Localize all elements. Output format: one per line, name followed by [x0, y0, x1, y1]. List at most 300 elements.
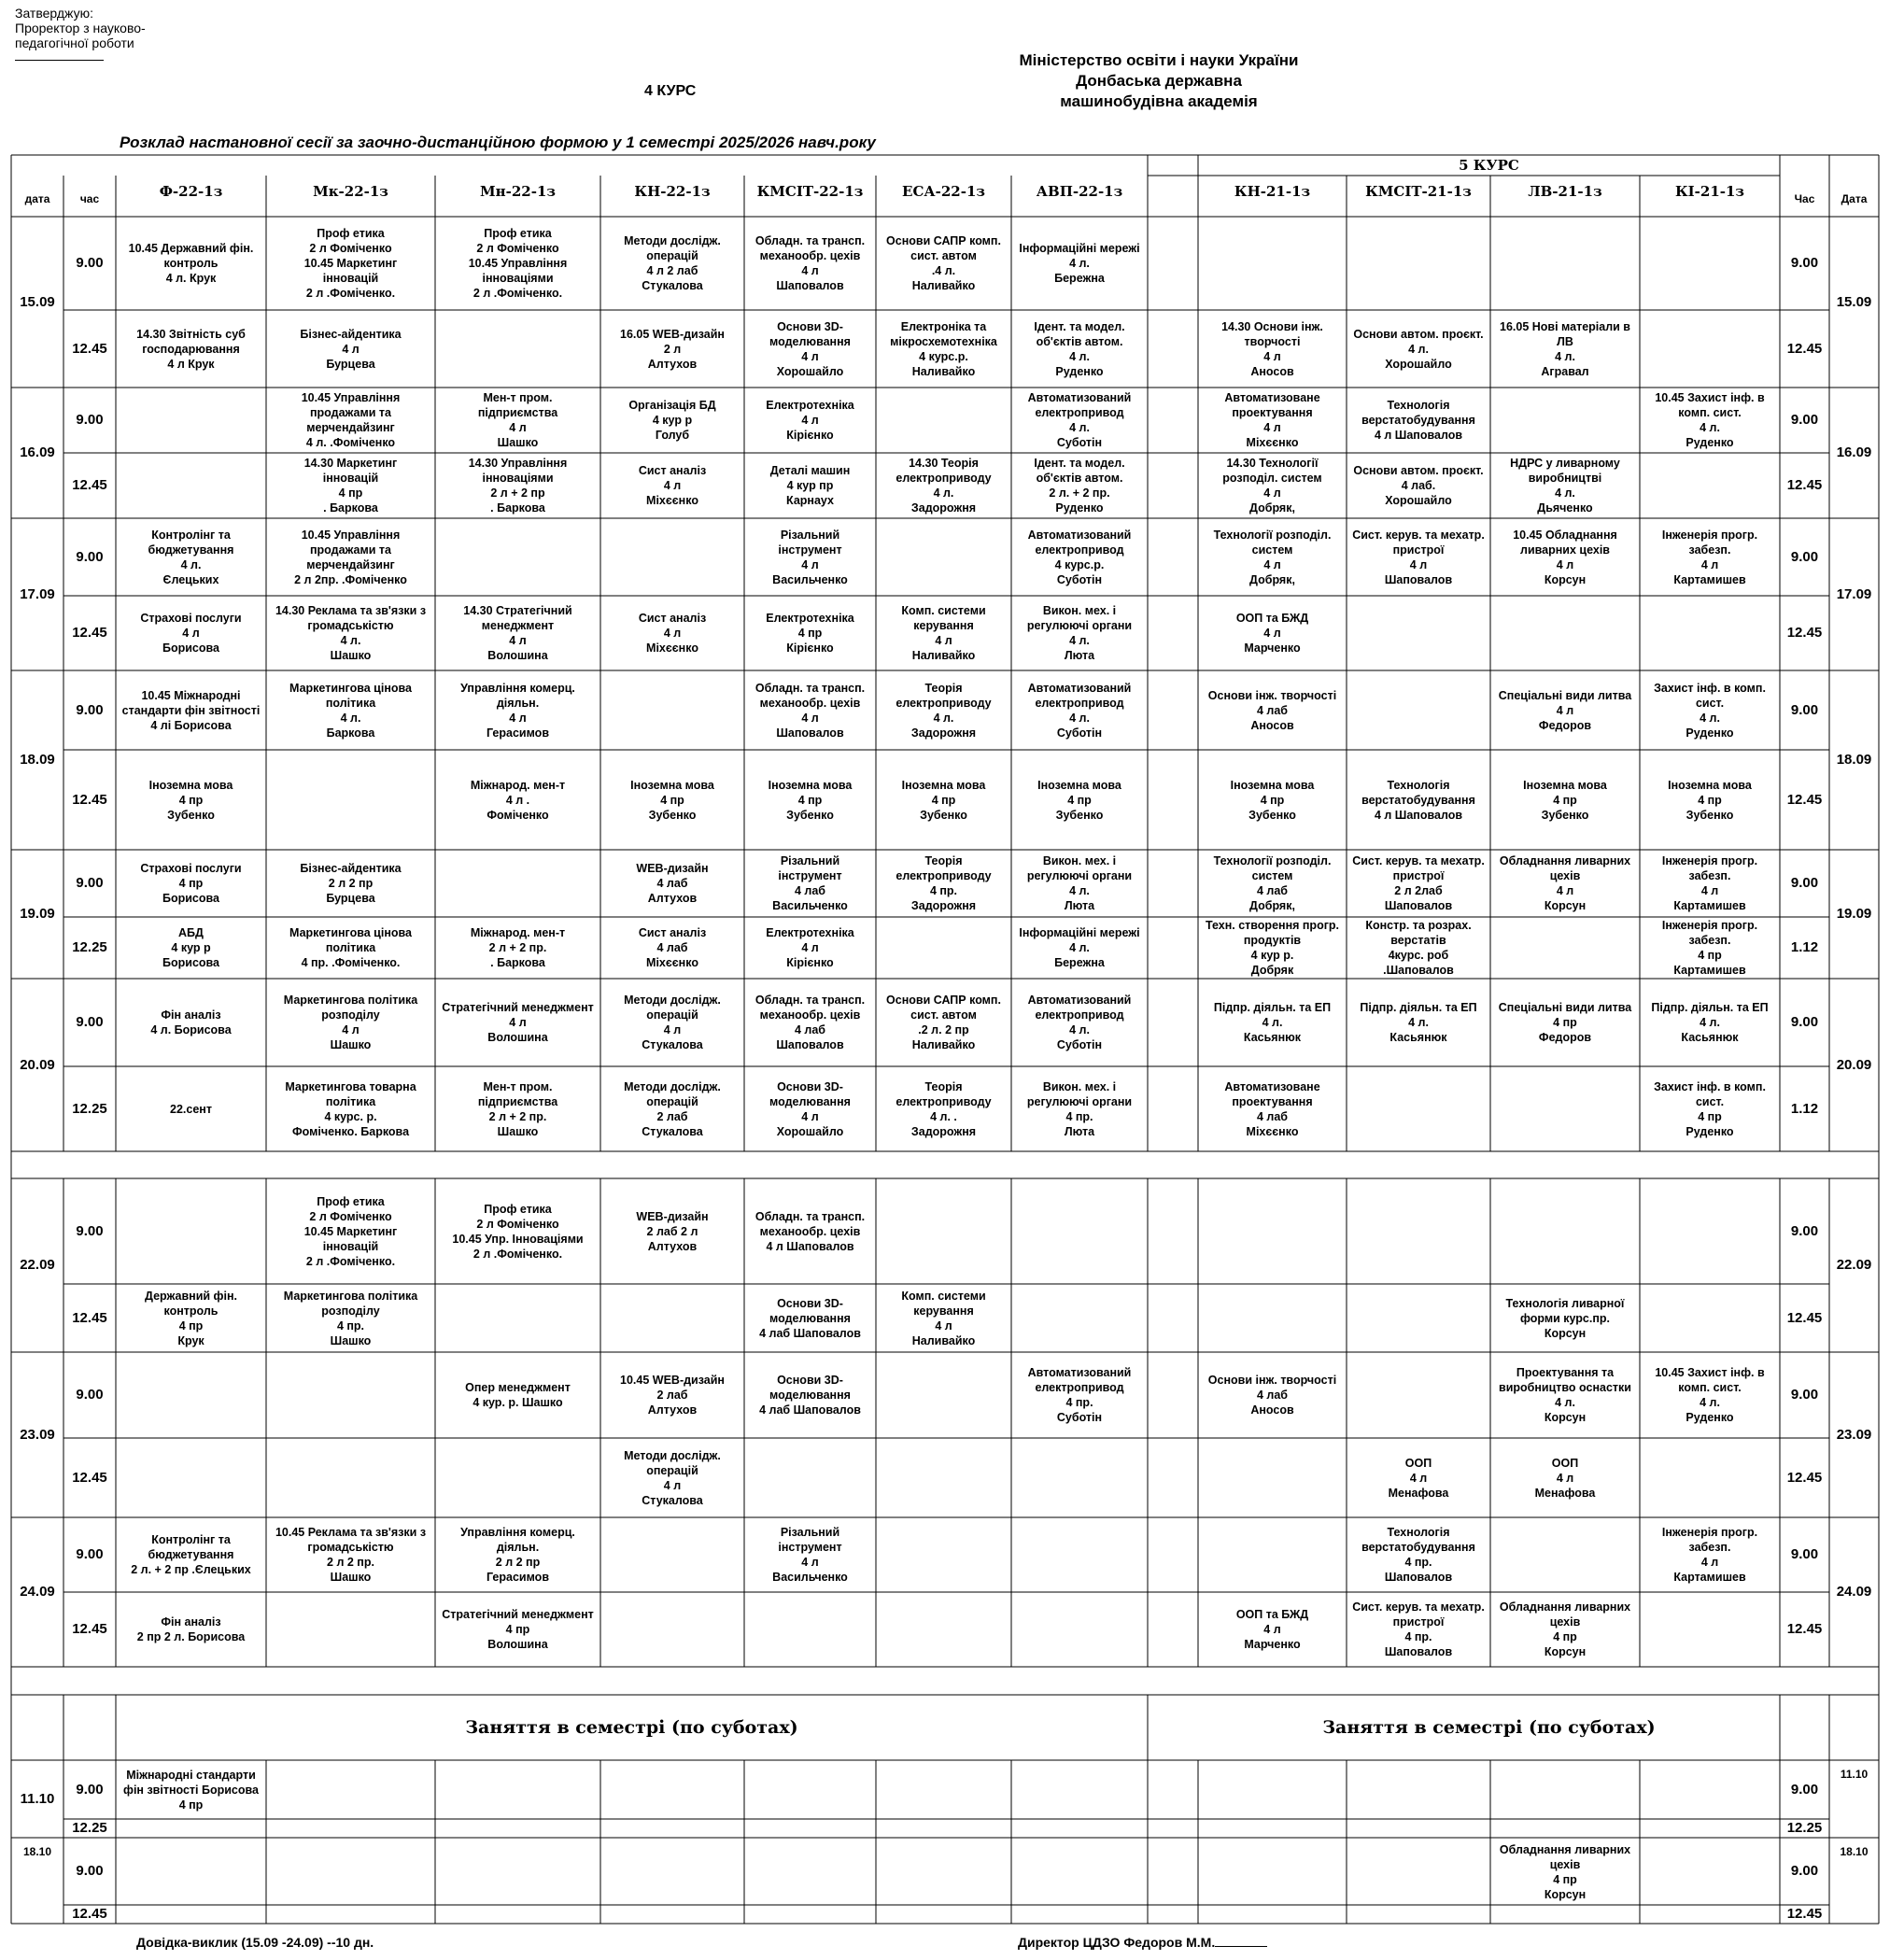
- lesson-cell: [602, 852, 742, 915]
- lesson-cell: [118, 1594, 264, 1665]
- lesson-cell-text: Міжнарод. мен-т 2 л + 2 пр. . Баркова: [470, 926, 566, 969]
- lesson-cell: [878, 672, 1009, 748]
- lesson-cell: [746, 1440, 874, 1516]
- lesson-cell: [268, 389, 433, 451]
- lesson-cell: [1200, 752, 1345, 848]
- lesson-cell: [268, 219, 433, 308]
- lesson-cell: [118, 389, 264, 451]
- lesson-cell: [437, 1180, 599, 1282]
- lesson-cell-text: Методи дослідж. операцій 4 л 2 лаб Стукалова: [624, 234, 721, 292]
- lesson-cell: [746, 919, 874, 977]
- lesson-cell-text: Основи 3D- моделювання 4 лаб Шаповалов: [759, 1296, 861, 1340]
- lesson-cell: [746, 980, 874, 1065]
- time-cell: [63, 1352, 116, 1438]
- lesson-cell-text: Теорія електроприводу 4 пр. Задорожня: [896, 854, 992, 912]
- schedule-subtitle: Розклад настановної сесії за заочно-дистанційною формою у 1 семестрі 2025/2026 навч.року: [120, 134, 876, 151]
- lesson-cell: [268, 455, 433, 516]
- lesson-cell: [1642, 312, 1778, 386]
- time-cell-right-text: 9.00: [1790, 412, 1819, 428]
- header-group: [435, 176, 600, 207]
- lesson-cell-text: Ідент. та модел. об'єктів автом. 2 л. + 2 пр. Руденко: [1034, 457, 1125, 515]
- date-cell-text: 16.09: [20, 444, 55, 460]
- date-cell-right-text: 17.09: [1836, 585, 1872, 602]
- course-5-label-text: 5 КУРС: [1459, 157, 1519, 174]
- lesson-cell: [1200, 455, 1345, 516]
- lesson-cell: [437, 1354, 599, 1436]
- time-cell-right-text: 12.45: [1786, 1309, 1823, 1326]
- lesson-cell-text: Захист інф. в комп. сист. 4 л. Руденко: [1654, 681, 1766, 740]
- lesson-cell: [1348, 598, 1488, 669]
- lesson-cell-text: Іноземна мова 4 пр Зубенко: [1523, 778, 1607, 822]
- lesson-cell: [118, 919, 264, 977]
- lesson-cell: [878, 520, 1009, 594]
- lesson-cell: [878, 1180, 1009, 1282]
- lesson-cell: [746, 1519, 874, 1590]
- lesson-cell: [746, 1354, 874, 1436]
- lesson-cell-text: Маркетингова політика розподілу 4 пр. Шашко: [283, 1289, 418, 1347]
- saturday-banner-right: [1198, 1695, 1780, 1760]
- lesson-cell: [1642, 852, 1778, 915]
- lesson-cell: [1013, 852, 1146, 915]
- lesson-cell-text: Основи автом. проєкт. 4 л. Хорошайло: [1353, 327, 1484, 371]
- lesson-cell: [1492, 389, 1638, 451]
- lesson-cell-text: Обладн. та трансп. механообр. цехів 4 л Шаповалов: [755, 1209, 866, 1253]
- time-cell-text: 9.00: [76, 701, 104, 718]
- date-cell: [11, 1178, 63, 1352]
- header-group: [1347, 176, 1490, 207]
- lesson-cell-text: Технологія верстатобудування 4 л Шаповалов: [1361, 399, 1475, 442]
- lesson-cell-text: Різальний інструмент 4 л Васильченко: [772, 1526, 848, 1584]
- lesson-cell: [437, 1286, 599, 1350]
- lesson-cell: [437, 852, 599, 915]
- lesson-cell: [1200, 1286, 1345, 1350]
- lesson-cell: [878, 919, 1009, 977]
- lesson-cell: [1492, 1068, 1638, 1149]
- time-cell-text: 9.00: [76, 1546, 104, 1562]
- lesson-cell-text: Обладнання ливарних цехів 4 л Корсун: [1499, 854, 1631, 912]
- time-cell-right-text: 9.00: [1790, 255, 1819, 271]
- lesson-cell: [1492, 919, 1638, 977]
- time-cell-text: 9.00: [76, 412, 104, 428]
- header-group: [1198, 176, 1347, 207]
- time-cell-right: [1780, 1352, 1829, 1438]
- lesson-cell-text: Комп. системи керування 4 л Наливайко: [901, 1289, 986, 1347]
- time-cell-right: [1780, 217, 1829, 310]
- lesson-cell-text: 22.сент: [170, 1102, 212, 1116]
- course-5-label: [1198, 155, 1780, 176]
- date-cell-right: [1829, 518, 1879, 670]
- time-cell-right: [1780, 453, 1829, 518]
- date-cell-right: [1829, 1352, 1879, 1517]
- lesson-cell-text: Сист. керув. та мехатр. пристрої 4 пр. Шаповалов: [1352, 1600, 1485, 1658]
- lesson-cell: [878, 1354, 1009, 1436]
- lesson-cell-text: Автоматизоване проектування 4 л Міхєєнко: [1224, 391, 1320, 449]
- lesson-cell-text: Підпр. діяльн. та ЕП 4 л. Касьянюк: [1651, 1001, 1769, 1044]
- course-4-label: 4 КУРС: [644, 83, 697, 99]
- saturday-time-cell-text: 9.00: [76, 1863, 104, 1879]
- time-cell: [63, 979, 116, 1066]
- saturday-date-cell-text: 18.10: [22, 1845, 52, 1858]
- lesson-cell: [746, 219, 874, 308]
- lesson-cell: [268, 852, 433, 915]
- lesson-cell-text: Автоматизований електропривод 4 л. Суботін: [1027, 681, 1132, 740]
- lesson-cell-text: Контролінг та бюджетування 4 л. Єлецьких: [148, 528, 234, 586]
- lesson-cell-text: Електротехніка 4 пр Кірієнко: [766, 612, 854, 655]
- lesson-cell-text: Основи 3D- моделювання 4 лаб Шаповалов: [759, 1374, 861, 1417]
- lesson-cell-text: Маркетингова товарна політика 4 курс. р. Фоміченко. Баркова: [285, 1079, 416, 1138]
- lesson-cell: [602, 455, 742, 516]
- lesson-cell-text: Електроніка та мікросхемотехніка 4 курс.р. Наливайко: [890, 319, 997, 378]
- lesson-cell: [1348, 752, 1488, 848]
- date-cell-text: 23.09: [20, 1426, 55, 1443]
- saturday-time-cell-right-text: 12.45: [1786, 1906, 1823, 1922]
- saturday-date-cell-text: 11.10: [20, 1790, 55, 1807]
- saturday-time-cell: [63, 1838, 116, 1905]
- lesson-cell-text: ООП 4 л Менафова: [1388, 1456, 1449, 1500]
- lesson-cell-text: Проектування та виробництво оснастки 4 л. Корсун: [1499, 1366, 1631, 1424]
- time-cell-right: [1780, 1284, 1829, 1352]
- date-cell: [11, 670, 63, 850]
- lesson-cell: [1348, 219, 1488, 308]
- saturday-time-cell-right-text: 9.00: [1790, 1863, 1819, 1879]
- lesson-cell: [878, 219, 1009, 308]
- lesson-cell-text: 14.30 Стратегічний менеджмент 4 л Волошина: [463, 604, 572, 662]
- time-cell: [63, 310, 116, 388]
- lesson-cell-text: Основи 3D- моделювання 4 л Хорошайло: [769, 1079, 851, 1138]
- header-group: [116, 176, 266, 207]
- lesson-cell-text: Обладн. та трансп. механообр. цехів 4 л Шаповалов: [755, 234, 866, 292]
- lesson-cell-text: Електротехніка 4 л Кірієнко: [766, 926, 854, 969]
- date-cell: [11, 388, 63, 518]
- lesson-cell: [437, 919, 599, 977]
- header-group-text: КМСІТ-21-1з: [1365, 183, 1472, 200]
- lesson-cell: [746, 1180, 874, 1282]
- lesson-cell: [1642, 1519, 1778, 1590]
- lesson-cell: [1013, 1354, 1146, 1436]
- director-name: Директор ЦДЗО Федоров М.М.: [1018, 1935, 1216, 1950]
- time-cell-right: [1780, 1066, 1829, 1151]
- lesson-cell: [1492, 980, 1638, 1065]
- date-cell-right: [1829, 217, 1879, 388]
- lesson-cell: [602, 1354, 742, 1436]
- header-time-text: час: [79, 192, 100, 205]
- time-cell-text: 9.00: [76, 548, 104, 565]
- saturday-banner-left: [116, 1695, 1148, 1760]
- lesson-cell: [1013, 1519, 1146, 1590]
- saturday-lesson-cell-text: Міжнародні стандарти фін звітності Борисова 4 пр: [123, 1769, 259, 1812]
- time-cell: [63, 1438, 116, 1517]
- saturday-date-cell-right: [1829, 1760, 1879, 1788]
- time-cell-text: 9.00: [76, 1387, 104, 1403]
- date-cell-text: 22.09: [20, 1257, 55, 1273]
- lesson-cell: [118, 1180, 264, 1282]
- time-cell-right-text: 12.45: [1786, 1621, 1823, 1637]
- lesson-cell: [437, 1519, 599, 1590]
- lesson-cell-text: Деталі машин 4 кур пр Карнаух: [769, 464, 851, 507]
- director-signature-line: [1215, 1946, 1267, 1947]
- lesson-cell: [1200, 1068, 1345, 1149]
- date-cell-text: 17.09: [20, 585, 55, 602]
- lesson-cell-text: 14.30 Звітність суб господарювання 4 л Крук: [136, 327, 246, 371]
- lesson-cell: [268, 1594, 433, 1665]
- time-cell-text: 12.45: [72, 1469, 107, 1486]
- time-cell-right: [1780, 979, 1829, 1066]
- ministry-line-1: Міністерство освіти і науки України: [1019, 51, 1299, 69]
- time-cell-right: [1780, 596, 1829, 670]
- lesson-cell: [746, 1068, 874, 1149]
- lesson-cell-text: Проф етика 2 л Фоміченко 10.45 Маркетинг інновацій 2 л .Фоміченко.: [303, 227, 398, 300]
- saturday-time-cell-text: 12.25: [72, 1820, 107, 1836]
- lesson-cell-text: Опер менеджмент 4 кур. р. Шашко: [465, 1381, 571, 1409]
- date-cell-right: [1829, 850, 1879, 979]
- lesson-cell-text: Сист аналіз 4 лаб Міхєєнко: [638, 926, 707, 969]
- lesson-cell: [1492, 455, 1638, 516]
- lesson-cell-text: Маркетингова цінова політика 4 л. Баркова: [289, 681, 412, 740]
- lesson-cell-text: Іноземна мова 4 пр Зубенко: [901, 778, 986, 822]
- lesson-cell: [118, 980, 264, 1065]
- date-cell-right: [1829, 1178, 1879, 1352]
- lesson-cell: [602, 1519, 742, 1590]
- header-group-text: Мк-22-1з: [313, 183, 388, 200]
- lesson-cell: [1492, 1594, 1638, 1665]
- lesson-cell-text: Бізнес-айдентика 4 л Бурцева: [300, 327, 402, 371]
- lesson-cell: [602, 1286, 742, 1350]
- lesson-cell: [602, 1068, 742, 1149]
- lesson-cell: [1348, 1594, 1488, 1665]
- lesson-cell: [1013, 455, 1146, 516]
- saturday-banner-left-text: Заняття в семестрі (по суботах): [465, 1717, 798, 1738]
- saturday-date-cell: [11, 1838, 63, 1866]
- lesson-cell: [878, 598, 1009, 669]
- lesson-cell-text: Підпр. діяльн. та ЕП 4 л. Касьянюк: [1213, 1001, 1332, 1044]
- time-cell: [63, 453, 116, 518]
- lesson-cell: [437, 219, 599, 308]
- lesson-cell: [878, 752, 1009, 848]
- time-cell: [63, 1592, 116, 1667]
- date-cell-right-text: 22.09: [1836, 1257, 1872, 1273]
- date-cell: [11, 217, 63, 388]
- time-cell: [63, 217, 116, 310]
- lesson-cell: [878, 455, 1009, 516]
- lesson-cell: [1348, 672, 1488, 748]
- lesson-cell-text: 10.45 Захист інф. в комп. сист. 4 л. Руденко: [1655, 391, 1765, 449]
- lesson-cell: [268, 980, 433, 1065]
- lesson-cell: [878, 1286, 1009, 1350]
- lesson-cell: [437, 520, 599, 594]
- lesson-cell-text: Проф етика 2 л Фоміченко 10.45 Упр. Інноваціями 2 л .Фоміченко.: [452, 1202, 584, 1261]
- time-cell-right-text: 9.00: [1790, 1014, 1819, 1030]
- header-group-text: КІ-21-1з: [1675, 183, 1744, 200]
- lesson-cell-text: Теорія електроприводу 4 л. Задорожня: [896, 681, 992, 740]
- header-group: [266, 176, 435, 207]
- header-group: [876, 176, 1011, 207]
- saturday-lesson-cell: [1492, 1840, 1638, 1905]
- lesson-cell: [1348, 1068, 1488, 1149]
- lesson-cell: [1642, 1594, 1778, 1665]
- lesson-cell-text: Стратегічний менеджмент 4 л Волошина: [442, 1001, 594, 1044]
- lesson-cell: [1642, 219, 1778, 308]
- time-cell-right-text: 12.45: [1786, 625, 1823, 641]
- header-date: [11, 181, 63, 217]
- lesson-cell-text: Викон. мех. і регулюючі органи 4 л. Люта: [1026, 854, 1133, 912]
- lesson-cell-text: 10.45 Державний фін. контроль 4 л. Крук: [128, 242, 254, 285]
- lesson-cell: [746, 1286, 874, 1350]
- lesson-cell-text: Сист аналіз 4 л Міхєєнко: [638, 464, 707, 507]
- lesson-cell: [1642, 598, 1778, 669]
- saturday-time-cell: [63, 1819, 116, 1838]
- lesson-cell-text: Спеціальні види литва 4 пр Федоров: [1498, 1001, 1632, 1044]
- lesson-cell-text: Основи автом. проєкт. 4 лаб. Хорошайло: [1353, 464, 1484, 507]
- time-cell-text: 12.45: [72, 625, 107, 641]
- time-cell-text: 12.45: [72, 1309, 107, 1326]
- lesson-cell: [746, 455, 874, 516]
- lesson-cell: [1200, 219, 1345, 308]
- lesson-cell: [878, 1519, 1009, 1590]
- lesson-cell-text: Технології розподіл. систем 4 лаб Добряк,: [1213, 854, 1332, 912]
- time-cell-right: [1780, 310, 1829, 388]
- time-cell: [63, 518, 116, 596]
- lesson-cell-text: Проф етика 2 л Фоміченко 10.45 Маркетинг інновацій 2 л .Фоміченко.: [303, 1194, 398, 1268]
- date-cell-right: [1829, 979, 1879, 1151]
- lesson-cell-text: Обладнання ливарних цехів 4 пр Корсун: [1499, 1600, 1631, 1658]
- time-cell-right: [1780, 1592, 1829, 1667]
- saturday-lesson-cell-text: Обладнання ливарних цехів 4 пр Корсун: [1499, 1843, 1631, 1901]
- lesson-cell-text: Техн. створення прогр. продуктів 4 кур р. Добряк: [1205, 919, 1340, 977]
- header-group: [1640, 176, 1780, 207]
- lesson-cell-text: НДРС у ливарному виробництві 4 л. Дьяченко: [1510, 457, 1620, 515]
- lesson-cell: [1642, 1180, 1778, 1282]
- lesson-cell-text: Маркетингова політика розподілу 4 л Шашко: [283, 994, 418, 1051]
- date-cell-text: 19.09: [20, 906, 55, 922]
- lesson-cell: [1200, 980, 1345, 1065]
- time-cell-right-text: 9.00: [1790, 1546, 1819, 1562]
- header-group: [1490, 176, 1640, 207]
- lesson-cell: [602, 312, 742, 386]
- saturday-date-cell-right: [1829, 1838, 1879, 1866]
- lesson-cell: [1013, 919, 1146, 977]
- lesson-cell: [118, 312, 264, 386]
- header-time-right: [1780, 181, 1829, 217]
- time-cell-text: 9.00: [76, 1222, 104, 1239]
- lesson-cell-text: Страхові послуги 4 л Борисова: [140, 612, 242, 655]
- time-cell-right: [1780, 518, 1829, 596]
- saturday-time-cell-right: [1780, 1819, 1829, 1838]
- date-cell-right: [1829, 388, 1879, 518]
- lesson-cell-text: 14.30 Технології розподіл. систем 4 л Добряк,: [1222, 457, 1322, 515]
- lesson-cell: [1200, 1354, 1345, 1436]
- date-cell-right-text: 24.09: [1836, 1584, 1872, 1600]
- lesson-cell: [1200, 672, 1345, 748]
- lesson-cell-text: 10.45 Управління продажами та мерчендайзинг 4 л. .Фоміченко: [301, 391, 401, 449]
- lesson-cell-text: 14.30 Управління інноваціями 2 л + 2 пр . Баркова: [468, 457, 568, 515]
- lesson-cell-text: Викон. мех. і регулюючі органи 4 л. Люта: [1026, 604, 1133, 662]
- lesson-cell: [437, 598, 599, 669]
- lesson-cell: [1348, 1180, 1488, 1282]
- lesson-cell-text: Фін аналіз 2 пр 2 л. Борисова: [136, 1615, 246, 1643]
- lesson-cell: [437, 1594, 599, 1665]
- lesson-cell-text: 16.05 Нові матеріали в ЛВ 4 л. Агравал: [1500, 319, 1630, 378]
- lesson-cell: [1642, 1068, 1778, 1149]
- signature-line: [15, 60, 104, 61]
- lesson-cell: [1492, 1519, 1638, 1590]
- lesson-cell-text: Основи інж. творчості 4 лаб Аносов: [1207, 688, 1337, 732]
- time-cell: [63, 750, 116, 850]
- lesson-cell: [878, 1594, 1009, 1665]
- header-group: [1011, 176, 1148, 207]
- lesson-cell-text: ООП 4 л Менафова: [1534, 1456, 1596, 1500]
- lesson-cell-text: 10.45 WEB-дизайн 2 лаб Алтухов: [620, 1374, 725, 1417]
- lesson-cell-text: 14.30 Теорія електроприводу 4 л. Задорожня: [896, 457, 992, 515]
- header-time: [63, 181, 116, 217]
- lesson-cell: [602, 219, 742, 308]
- time-cell-right-text: 12.45: [1786, 1469, 1823, 1486]
- lesson-cell: [437, 752, 599, 848]
- lesson-cell-text: Констр. та розрах. верстатів 4курс. роб .Шаповалов: [1365, 919, 1472, 977]
- header-group-text: КН-22-1з: [634, 183, 711, 200]
- lesson-cell: [268, 1286, 433, 1350]
- lesson-cell-text: Міжнарод. мен-т 4 л . Фоміченко: [470, 778, 566, 822]
- time-cell-text: 9.00: [76, 875, 104, 891]
- lesson-cell-text: Проф етика 2 л Фоміченко 10.45 Управління інноваціями 2 л .Фоміченко.: [468, 227, 568, 300]
- lesson-cell-text: Управління комерц. діяльн. 2 л 2 пр Герасимов: [460, 1526, 575, 1584]
- header-group-text: КМСІТ-22-1з: [756, 183, 864, 200]
- lesson-cell: [1200, 520, 1345, 594]
- lesson-cell: [268, 752, 433, 848]
- lesson-cell-text: Обладн. та трансп. механообр. цехів 4 л Шаповалов: [755, 681, 866, 740]
- header-date-text: дата: [24, 192, 50, 205]
- lesson-cell: [1642, 1440, 1778, 1516]
- saturday-time-cell: [63, 1905, 116, 1924]
- saturday-time-cell-text: 12.45: [72, 1906, 107, 1922]
- lesson-cell-text: ООП та БЖД 4 л Марченко: [1235, 1608, 1309, 1651]
- time-cell-right-text: 1.12: [1790, 939, 1819, 955]
- lesson-cell: [602, 598, 742, 669]
- lesson-cell-text: Різальний інструмент 4 л Васильченко: [772, 528, 848, 586]
- lesson-cell-text: Сист. керув. та мехатр. пристрої 2 л 2лаб Шаповалов: [1352, 854, 1485, 912]
- saturday-time-cell: [63, 1760, 116, 1819]
- ministry-header: [1014, 50, 1304, 112]
- lesson-cell-text: 10.45 Захист інф. в комп. сист. 4 л. Руденко: [1655, 1366, 1765, 1424]
- lesson-cell: [1492, 520, 1638, 594]
- lesson-cell: [1013, 312, 1146, 386]
- lesson-cell: [602, 1594, 742, 1665]
- lesson-cell: [1492, 752, 1638, 848]
- lesson-cell: [1492, 1354, 1638, 1436]
- time-cell-right: [1780, 388, 1829, 453]
- lesson-cell-text: Державний фін. контроль 4 пр Крук: [145, 1289, 237, 1347]
- lesson-cell: [602, 752, 742, 848]
- lesson-cell: [602, 672, 742, 748]
- lesson-cell: [1492, 1180, 1638, 1282]
- lesson-cell-text: Іноземна мова 4 пр Зубенко: [1230, 778, 1315, 822]
- lesson-cell-text: WEB-дизайн 2 лаб 2 л Алтухов: [636, 1209, 709, 1253]
- lesson-cell-text: Іноземна мова 4 пр Зубенко: [148, 778, 233, 822]
- saturday-time-cell-text: 9.00: [76, 1781, 104, 1798]
- lesson-cell: [602, 1180, 742, 1282]
- lesson-cell: [1642, 919, 1778, 977]
- lesson-cell-text: Основи САПР комп. сист. автом .2 л. 2 пр Наливайко: [886, 994, 1001, 1051]
- lesson-cell: [268, 1519, 433, 1590]
- time-cell-text: 9.00: [76, 255, 104, 271]
- lesson-cell-text: АБД 4 кур р Борисова: [162, 926, 219, 969]
- lesson-cell-text: Іноземна мова 4 пр Зубенко: [1037, 778, 1121, 822]
- lesson-cell: [1348, 1286, 1488, 1350]
- lesson-cell: [1013, 1440, 1146, 1516]
- lesson-cell: [1492, 852, 1638, 915]
- saturday-banner-right-text: Заняття в семестрі (по суботах): [1322, 1717, 1656, 1738]
- lesson-cell: [1013, 752, 1146, 848]
- lesson-cell: [1200, 1519, 1345, 1590]
